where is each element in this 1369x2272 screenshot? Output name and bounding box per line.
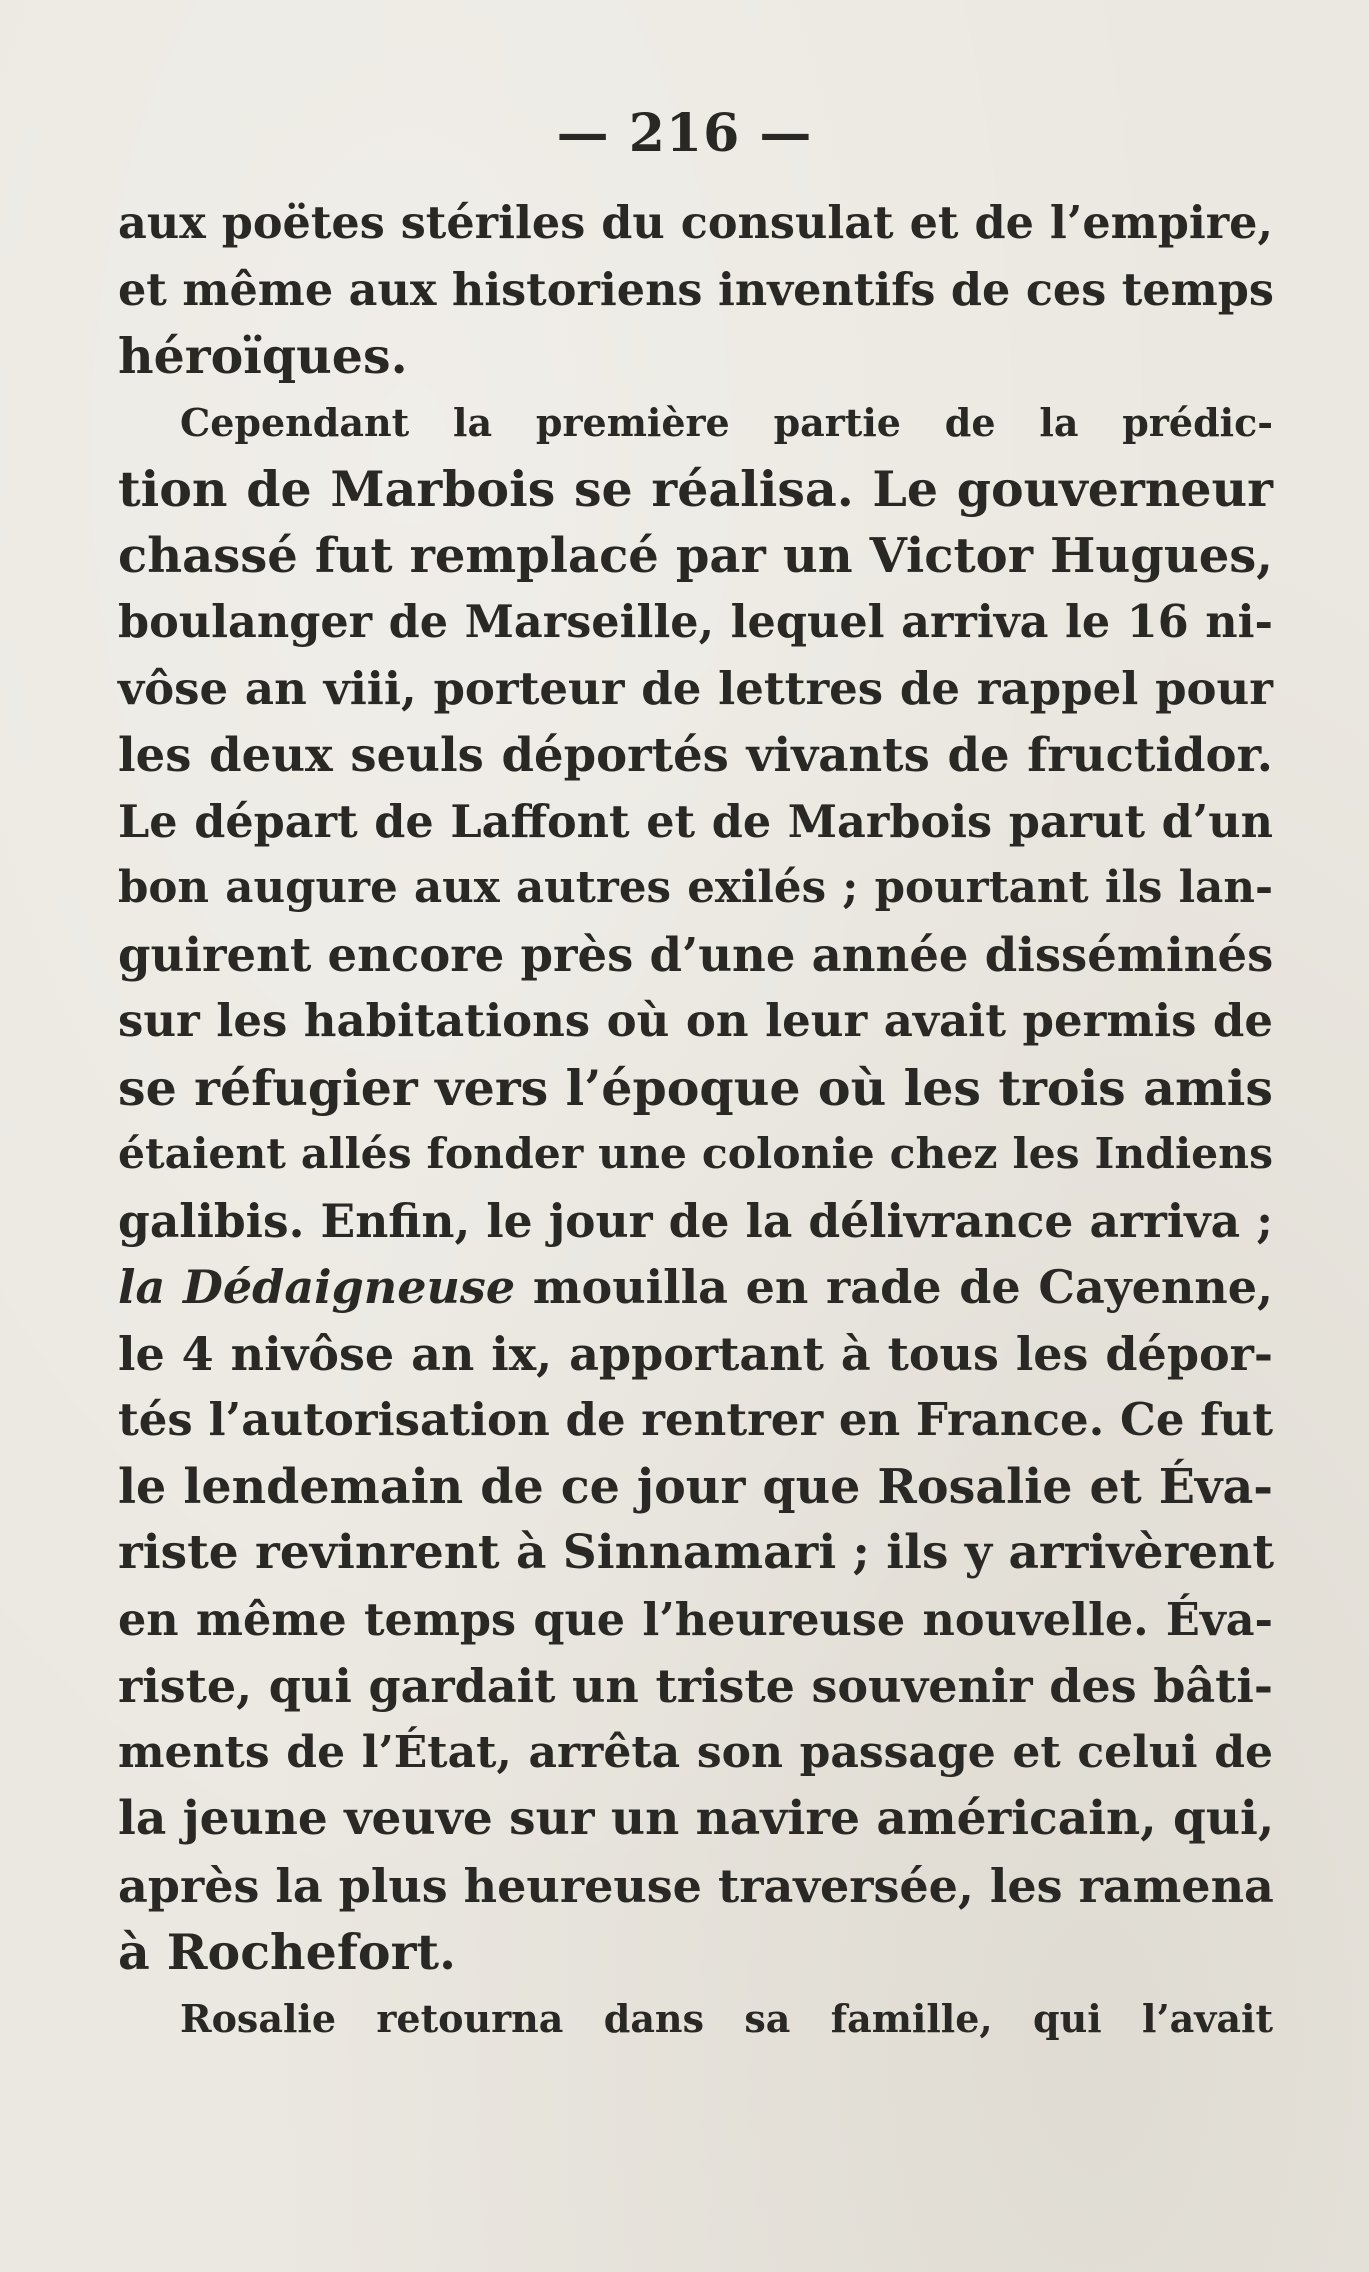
line-text: aux poëtes stériles du consulat et de l’empire, (118, 197, 1273, 249)
line-text: ments de l’État, arrêta son passage et celui de (118, 1726, 1273, 1778)
text-line (118, 190, 1273, 257)
text-line (118, 589, 1273, 656)
line-text: la jeune veuve sur un navire américain, qui, (118, 1791, 1275, 1846)
text-line (118, 1387, 1273, 1454)
text-line (118, 855, 1273, 922)
line-text: bon augure aux autres exilés ; pourtant ils lan- (118, 862, 1273, 913)
text-line (118, 390, 1273, 457)
text-line (118, 1055, 1273, 1122)
text-line (118, 656, 1273, 723)
line-text: Rosalie retourna dans sa famille, qui l’avait (180, 1995, 1273, 2041)
line-text: mouilla en rade de Cayenne, (515, 1260, 1273, 1314)
line-text: riste revinrent à Sinnamari ; ils y arrivèrent (118, 1525, 1275, 1580)
text-line (118, 1520, 1273, 1587)
line-text: galibis. Enfin, le jour de la délivrance arriva ; (118, 1193, 1273, 1248)
text-line (118, 1121, 1273, 1188)
text-line (118, 1986, 1273, 2053)
text-line (118, 1786, 1273, 1853)
text-line (118, 1587, 1273, 1654)
line-text: vôse an viii, porteur de lettres de rappel pour (118, 661, 1273, 715)
line-text: se réfugier vers l’époque où les trois amis (118, 1058, 1273, 1117)
line-text: le 4 nivôse an ix, apportant à tous les dépor- (118, 1326, 1273, 1381)
text-line (118, 922, 1273, 989)
text-line (118, 1653, 1273, 1720)
italic-text: la Dédaigneuse (118, 1260, 516, 1314)
text-line (118, 988, 1273, 1055)
text-line (118, 1321, 1273, 1388)
text-line (118, 523, 1273, 590)
line-text: boulanger de Marseille, lequel arriva le 16 ni- (118, 596, 1273, 648)
line-text: riste, qui gardait un triste souvenir des bâti- (118, 1659, 1273, 1713)
text-line (118, 1720, 1273, 1787)
text-line (118, 323, 1273, 390)
text-line (118, 1454, 1273, 1521)
page-number: — 216 — (556, 103, 813, 164)
line-text: étaient allés fonder une colonie chez les Indiens (118, 1129, 1273, 1179)
line-text: chassé fut remplacé par un Victor Hugues, (118, 527, 1273, 584)
line-text: le lendemain de ce jour que Rosalie et Éva- (118, 1458, 1273, 1515)
line-text: Cependant la première partie de la prédic- (180, 399, 1273, 445)
line-text: tion de Marbois se réalisa. Le gouverneur (118, 460, 1273, 518)
text-line (118, 1188, 1273, 1255)
text-line (118, 722, 1273, 789)
line-text: tés l’autorisation de rentrer en France. Ce fut (118, 1393, 1273, 1446)
line-text: et même aux historiens inventifs de ces temps (118, 263, 1274, 316)
line-text: en même temps que l’heureuse nouvelle. Éva- (118, 1593, 1273, 1646)
line-text: sur les habitations où on leur avait permis de (118, 994, 1273, 1047)
line-text: héroïques. (118, 327, 408, 385)
text-line (118, 1919, 1273, 1986)
text-line (118, 257, 1273, 324)
line-text: à Rochefort. (118, 1923, 457, 1981)
text-line (118, 456, 1273, 523)
body-text (118, 190, 1273, 2052)
line-text: les deux seuls déportés vivants de fructidor. (118, 727, 1273, 782)
line-text: Le départ de Laffont et de Marbois parut d’un (118, 795, 1273, 848)
text-line (118, 789, 1273, 856)
text-line (118, 1254, 1273, 1321)
line-text: guirent encore près d’une année disséminés (118, 926, 1274, 982)
text-line (118, 1853, 1273, 1920)
line-text: après la plus heureuse traversée, les ramena (118, 1858, 1274, 1913)
